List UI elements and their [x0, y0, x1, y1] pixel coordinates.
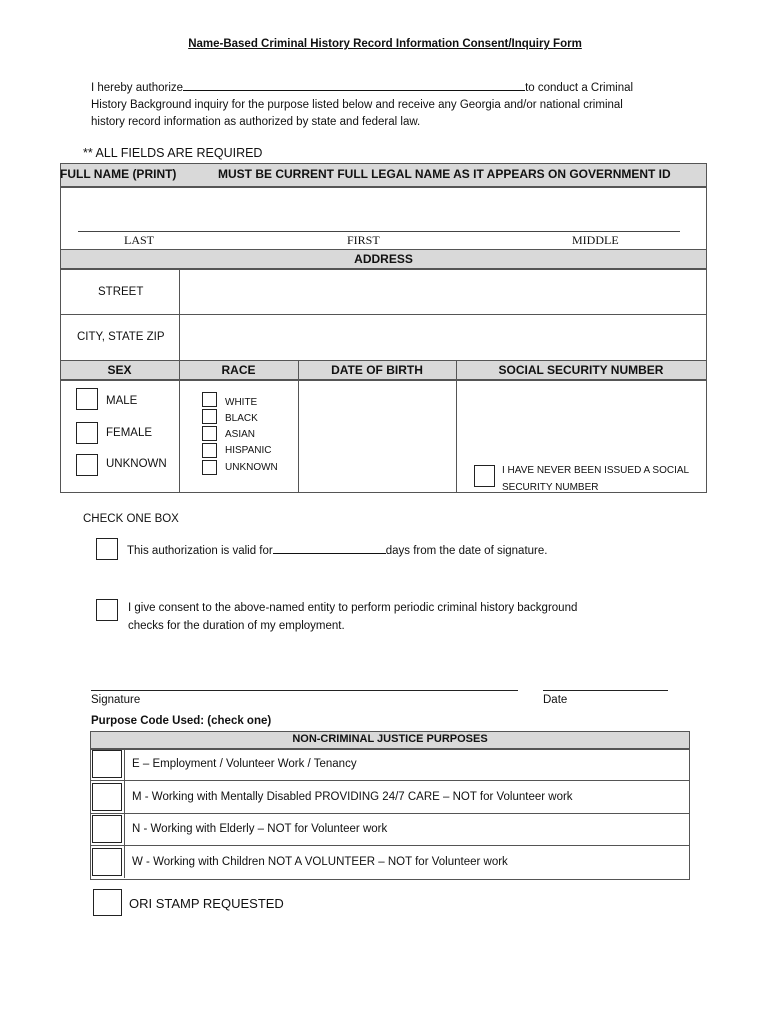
- required-note: ** ALL FIELDS ARE REQUIRED: [83, 146, 263, 160]
- full-name-label: FULL NAME (PRINT): [60, 167, 177, 181]
- ssn-never-line1: I HAVE NEVER BEEN ISSUED A SOCIAL: [502, 465, 690, 476]
- date-of-birth-field[interactable]: [300, 381, 454, 489]
- race-asian-label: ASIAN: [225, 429, 256, 440]
- signature-label: Signature: [91, 694, 141, 706]
- ori-stamp-label: ORI STAMP REQUESTED: [129, 896, 284, 911]
- authorization-text: [91, 78, 691, 131]
- sex-female-checkbox[interactable]: [76, 422, 98, 444]
- purpose-row-divider-3: [90, 845, 689, 846]
- intro-part1: I hereby authorize: [91, 82, 184, 94]
- periodic-consent-checkbox[interactable]: [96, 599, 118, 621]
- race-black-label: BLACK: [225, 413, 258, 424]
- purpose-w-checkbox[interactable]: [92, 848, 122, 876]
- sex-unknown-label: UNKNOWN: [106, 458, 167, 470]
- divider-race-dob: [298, 360, 299, 492]
- purpose-row-divider-2: [90, 813, 689, 814]
- sex-male-label: MALE: [106, 395, 138, 407]
- dob-header: DATE OF BIRTH: [331, 363, 423, 377]
- race-unknown-checkbox[interactable]: [202, 460, 217, 475]
- purpose-n-label: N - Working with Elderly – NOT for Volunteer work: [132, 823, 388, 835]
- address-label: ADDRESS: [354, 252, 413, 266]
- divider-sex-race: [179, 360, 180, 492]
- ssn-never-issued-checkbox[interactable]: [474, 465, 495, 487]
- sex-unknown-checkbox[interactable]: [76, 454, 98, 476]
- last-label: LAST: [124, 233, 154, 247]
- intro-line2: History Background inquiry for the purpose listed below and receive any Georgia and/or national criminal: [91, 99, 623, 111]
- intro-part2: to conduct a Criminal: [525, 82, 634, 94]
- race-asian-checkbox[interactable]: [202, 426, 217, 441]
- ssn-never-issued-label: [502, 462, 689, 496]
- city-state-zip-field[interactable]: [181, 316, 704, 359]
- middle-label: MIDDLE: [572, 233, 619, 247]
- valid-for-checkbox[interactable]: [96, 538, 118, 560]
- race-unknown-label: UNKNOWN: [225, 462, 278, 473]
- ssn-header: SOCIAL SECURITY NUMBER: [498, 363, 664, 377]
- purpose-n-checkbox[interactable]: [92, 815, 122, 843]
- valid-days-field[interactable]: [273, 541, 386, 554]
- form-title: Name-Based Criminal History Record Information Consent/Inquiry Form: [188, 38, 582, 50]
- purpose-e-checkbox[interactable]: [92, 750, 122, 778]
- city-state-zip-label: CITY, STATE ZIP: [77, 331, 165, 343]
- full-name-instruction: MUST BE CURRENT FULL LEGAL NAME AS IT APPEARS ON GOVERNMENT ID: [218, 167, 671, 181]
- valid-for-text: [127, 541, 547, 557]
- purpose-row-divider-1: [90, 780, 689, 781]
- valid-for-part1: This authorization is valid for: [127, 545, 273, 557]
- date-label: Date: [543, 694, 568, 706]
- race-white-label: WHITE: [225, 397, 258, 408]
- purpose-header-label: NON-CRIMINAL JUSTICE PURPOSES: [292, 733, 488, 745]
- intro-line3: history record information as authorized by state and federal law.: [91, 116, 421, 128]
- address-row-divider: [60, 314, 706, 315]
- sex-female-label: FEMALE: [106, 427, 153, 439]
- race-hispanic-label: HISPANIC: [225, 445, 272, 456]
- purpose-code-title: Purpose Code Used: (check one): [91, 715, 272, 727]
- name-line: [78, 231, 680, 232]
- consent-line1: I give consent to the above-named entity to perform periodic criminal history background: [128, 602, 578, 614]
- purpose-w-label: W - Working with Children NOT A VOLUNTEER – NOT for Volunteer work: [132, 856, 508, 868]
- date-line[interactable]: [543, 690, 668, 691]
- consent-line2: checks for the duration of my employment.: [128, 620, 345, 632]
- ssn-never-line2: SECURITY NUMBER: [502, 482, 599, 493]
- race-white-checkbox[interactable]: [202, 392, 217, 407]
- ori-stamp-checkbox[interactable]: [93, 889, 122, 916]
- purpose-m-checkbox[interactable]: [92, 783, 122, 811]
- ssn-field[interactable]: [458, 381, 704, 457]
- street-field[interactable]: [181, 270, 704, 313]
- race-header: RACE: [221, 363, 256, 377]
- check-one-label: CHECK ONE BOX: [83, 513, 179, 525]
- periodic-consent-text: [128, 599, 577, 635]
- authorized-entity-field[interactable]: [183, 78, 525, 91]
- street-label: STREET: [98, 286, 144, 298]
- signature-line[interactable]: [91, 690, 518, 691]
- first-label: FIRST: [347, 233, 380, 247]
- sex-header: SEX: [107, 363, 132, 377]
- divider-dob-ssn: [456, 360, 457, 492]
- valid-for-part2: days from the date of signature.: [385, 545, 548, 557]
- purpose-e-label: E – Employment / Volunteer Work / Tenancy: [132, 758, 357, 770]
- purpose-m-label: M - Working with Mentally Disabled PROVIDING 24/7 CARE – NOT for Volunteer work: [132, 791, 573, 803]
- race-black-checkbox[interactable]: [202, 409, 217, 424]
- sex-male-checkbox[interactable]: [76, 388, 98, 410]
- race-hispanic-checkbox[interactable]: [202, 443, 217, 458]
